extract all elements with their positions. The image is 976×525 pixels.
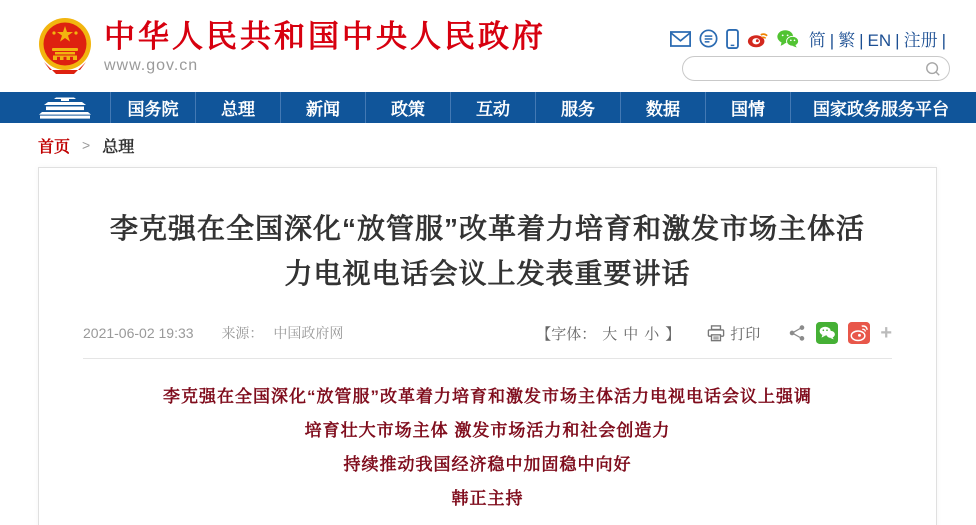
article-meta-right <box>533 322 892 344</box>
font-label-open: 【字体： <box>536 325 597 343</box>
article-card <box>38 167 937 525</box>
site-logo[interactable] <box>36 16 546 78</box>
weibo-share-icon[interactable] <box>848 322 870 344</box>
content-divider <box>83 358 892 359</box>
main-nav <box>0 92 976 123</box>
more-share-button[interactable]: + <box>880 322 892 344</box>
article-title: 李克强在全国深化“放管服”改革着力培育和激发市场主体活力电视电话会议上发表重要讲话 <box>109 213 865 289</box>
breadcrumb-home[interactable]: 首页 <box>38 138 71 156</box>
nav-item-zongli[interactable]: 总理 <box>221 100 255 119</box>
article-paragraph: 韩正主持 <box>451 489 524 508</box>
header-tools <box>660 26 950 51</box>
article-meta <box>83 322 892 344</box>
printer-icon <box>707 325 725 342</box>
nav-item-hudong[interactable]: 互动 <box>476 100 510 119</box>
print-button[interactable] <box>707 323 760 344</box>
link-register[interactable]: 注册 <box>903 31 938 50</box>
wechat-icon[interactable] <box>777 29 799 48</box>
tiananmen-icon <box>36 97 94 119</box>
wechat-share-icon[interactable] <box>816 322 838 344</box>
font-size-small[interactable]: 小 <box>644 325 660 343</box>
article-paragraph: 持续推动我国经济稳中加固稳中向好 <box>343 455 632 474</box>
article-date: 2021-06-02 19:33 <box>83 325 194 341</box>
font-size-medium[interactable]: 中 <box>623 325 639 343</box>
nav-item-guoqing[interactable]: 国情 <box>731 100 765 119</box>
share-tools <box>788 322 892 344</box>
nav-home[interactable] <box>20 92 110 123</box>
link-traditional[interactable]: 繁 <box>838 31 856 50</box>
link-simplified[interactable]: 简 <box>808 31 826 50</box>
search-icon[interactable] <box>925 61 941 77</box>
nav-item-zhengwu-platform[interactable]: 国家政务服务平台 <box>813 100 949 119</box>
font-label-close: 】 <box>665 325 681 343</box>
article-meta-left <box>83 323 349 343</box>
nav-item-shuju[interactable]: 数据 <box>646 100 680 119</box>
print-label: 打印 <box>730 325 761 343</box>
comment-icon[interactable] <box>699 29 718 48</box>
weibo-icon[interactable] <box>747 29 769 48</box>
nav-item-guowuyuan[interactable]: 国务院 <box>127 100 179 119</box>
breadcrumb-separator: > <box>82 137 91 153</box>
search-box <box>682 56 950 81</box>
font-size-controls <box>533 323 683 344</box>
article-body <box>39 384 936 511</box>
share-icon[interactable] <box>788 324 806 342</box>
link-english[interactable]: EN <box>867 31 892 50</box>
search-input[interactable] <box>683 59 925 79</box>
mobile-icon[interactable] <box>726 29 739 49</box>
site-title: 中华人民共和国中央人民政府 <box>104 18 546 54</box>
breadcrumb <box>0 123 976 167</box>
article-source[interactable]: 中国政府网 <box>273 325 344 341</box>
nav-item-xinwen[interactable]: 新闻 <box>306 100 340 119</box>
national-emblem-icon <box>36 16 94 78</box>
site-url[interactable]: www.gov.cn <box>104 56 199 74</box>
site-header <box>0 0 976 92</box>
nav-item-fuwu[interactable]: 服务 <box>561 100 595 119</box>
breadcrumb-current[interactable]: 总理 <box>102 138 135 156</box>
article-paragraph: 培育壮大市场主体 激发市场活力和社会创造力 <box>304 421 671 440</box>
source-label: 来源： <box>221 325 264 341</box>
nav-item-zhengce[interactable]: 政策 <box>391 100 425 119</box>
mail-icon[interactable] <box>670 31 691 47</box>
article-paragraph: 李克强在全国深化“放管服”改革着力培育和激发市场主体活力电视电话会议上强调 <box>163 387 812 406</box>
font-size-large[interactable]: 大 <box>602 325 618 343</box>
language-links: 简 | 繁 | EN | 注册 | <box>808 31 946 50</box>
